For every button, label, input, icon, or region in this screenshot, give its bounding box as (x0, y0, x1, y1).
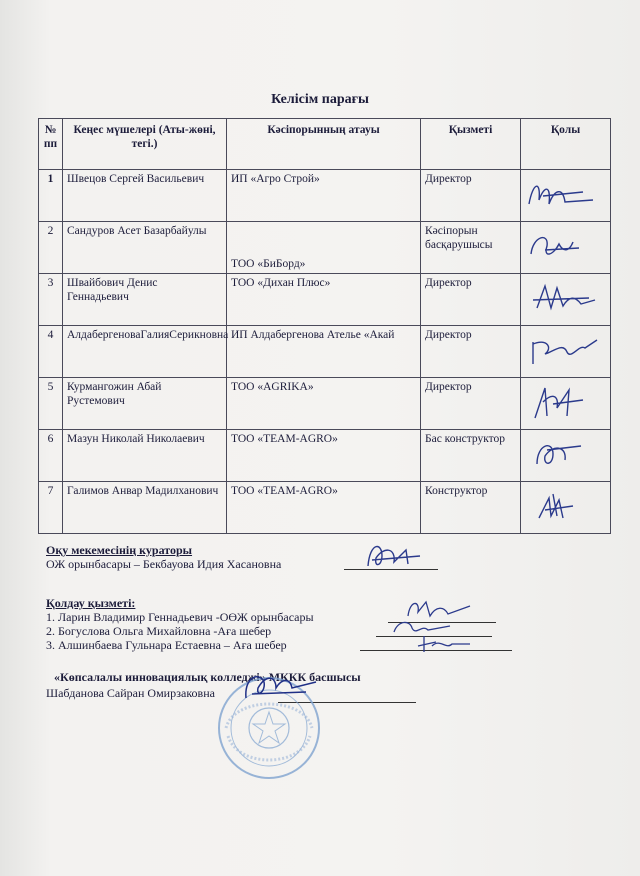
header-signature: Қолы (521, 119, 611, 170)
row-number: 3 (39, 274, 63, 326)
member-position: Кәсіпорын басқарушысы (421, 222, 521, 274)
director-signature (236, 664, 326, 710)
member-name: АлдабергеноваГалияСерикновна (63, 326, 227, 378)
header-number: № пп (39, 119, 63, 170)
row-number: 5 (39, 378, 63, 430)
header-organization: Кәсіпорынның атауы (227, 119, 421, 170)
organization-name: ТОО «БиБорд» (227, 222, 421, 274)
row-number: 2 (39, 222, 63, 274)
table-row (39, 326, 611, 378)
document-title: Келісім парағы (271, 92, 369, 107)
row-number: 1 (39, 170, 63, 222)
handwritten-signature (523, 174, 603, 214)
organization-name: ИП «Агро Строй» (227, 170, 421, 222)
approval-table (38, 118, 611, 534)
member-position: Директор (421, 274, 521, 326)
signature-cell (521, 170, 611, 222)
table-row (39, 482, 611, 534)
curator-line: ОЖ орынбасары – Бекбауова Идия Хасановна (46, 557, 282, 571)
row-number: 7 (39, 482, 63, 534)
handwritten-signature (523, 278, 603, 318)
organization-name: ТОО «Дихан Плюс» (227, 274, 421, 326)
director-name: Шабданова Сайран Омирзаковна (46, 686, 215, 700)
signature-cell (521, 222, 611, 274)
member-position: Бас конструктор (421, 430, 521, 482)
signature-cell (521, 274, 611, 326)
member-name: Галимов Анвар Мадилханович (63, 482, 227, 534)
header-name: Кеңес мүшелері (Аты-жөні, тегі.) (63, 119, 227, 170)
organization-name: ТОО «TEAM-AGRO» (227, 482, 421, 534)
director-name-block (46, 686, 215, 700)
member-position: Директор (421, 378, 521, 430)
handwritten-signature (523, 486, 603, 526)
handwritten-signature (523, 226, 603, 266)
member-name: Мазун Николай Николаевич (63, 430, 227, 482)
organization-name: ИП Алдабергенова Ателье «Акай (227, 326, 421, 378)
support-signature (410, 630, 490, 656)
organization-name: ТОО «AGRIKA» (227, 378, 421, 430)
table-row (39, 378, 611, 430)
member-name: Курмангожин Абай Рустемович (63, 378, 227, 430)
row-number: 6 (39, 430, 63, 482)
table-row (39, 170, 611, 222)
member-name: Швайбович Денис Геннадьевич (63, 274, 227, 326)
signature-cell (521, 482, 611, 534)
member-position: Конструктор (421, 482, 521, 534)
signature-cell (521, 326, 611, 378)
curator-signature (360, 536, 440, 576)
curator-heading: Оқу мекемесінің кураторы (46, 543, 193, 557)
handwritten-signature (523, 434, 603, 474)
support-section (46, 596, 314, 652)
table-row (39, 274, 611, 326)
row-number: 4 (39, 326, 63, 378)
support-item: 1. Ларин Владимир Геннадьевич -ОӨЖ орынбасары (46, 610, 314, 624)
member-name: Сандуров Асет Базарбайулы (63, 222, 227, 274)
table-row (39, 430, 611, 482)
curator-section (46, 543, 281, 571)
member-position: Директор (421, 326, 521, 378)
support-item: 2. Богуслова Ольга Михайловна -Аға шебер (46, 624, 272, 638)
signature-cell (521, 430, 611, 482)
organization-name: ТОО «TEAM-AGRO» (227, 430, 421, 482)
table-header-row (39, 119, 611, 170)
member-name: Швецов Сергей Васильевич (63, 170, 227, 222)
signature-cell (521, 378, 611, 430)
handwritten-signature (523, 382, 603, 422)
handwritten-signature (523, 330, 603, 370)
support-item: 3. Алшинбаева Гульнара Естаевна – Аға шебер (46, 638, 287, 652)
member-position: Директор (421, 170, 521, 222)
director-heading: «Көпсалалы инновациялық колледжі» МККК басшысы (54, 670, 361, 684)
support-heading: Қолдау қызметі: (46, 596, 136, 610)
header-position: Қызметі (421, 119, 521, 170)
table-row (39, 222, 611, 274)
